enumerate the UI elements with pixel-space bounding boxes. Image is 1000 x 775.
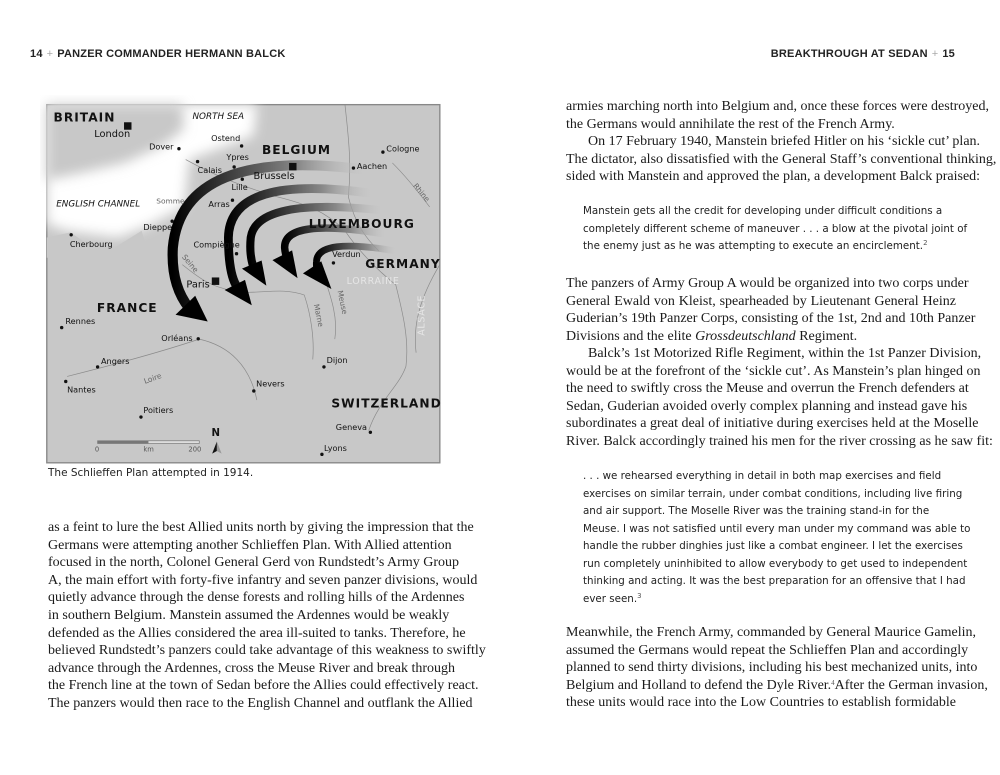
text-line: quietly advance through the dense forests and rolling hills of the Ardennes [48, 590, 465, 606]
text-segment: After the German invasion, [834, 677, 988, 693]
block-quote [583, 468, 970, 608]
text-segment: the enemy just as he was attempting to execute an encirclement. [583, 240, 924, 252]
label-dijon: Dijon [326, 354, 348, 365]
label-paris: Paris [186, 279, 210, 291]
text-line: the Germans would annihilate the rest of the French Army. [566, 116, 895, 132]
text-segment: Belgium and Holland to defend the Dyle River. [566, 677, 832, 693]
label-nevers: Nevers [256, 378, 285, 389]
text-segment: ever seen. [583, 592, 638, 605]
label-london: London [94, 129, 131, 141]
label-somme: Somme [156, 196, 185, 206]
label-north-sea: NORTH SEA [192, 111, 245, 122]
map-schlieffen-plan [40, 95, 450, 465]
text-line: Meuse. I was not satisfied until every man under my command was able to [583, 522, 971, 535]
label-compiegne: Compiègne [193, 239, 240, 250]
text-line: The dictator, also dissatisfied with the General Staff’s conventional thinking, [566, 151, 997, 167]
text-line: assumed the Germans would repeat the Schlieffen Plan and accordingly [566, 642, 969, 658]
label-loire: Loire [142, 371, 163, 386]
paragraph [566, 133, 997, 186]
text-line: The panzers would then race to the English Channel and outflank the Allied [48, 695, 473, 711]
label-alsace: ALSACE [416, 294, 428, 336]
label-meuse: Meuse [335, 289, 350, 316]
label-aachen: Aachen [356, 161, 388, 172]
text-line: exercises on similar terrain, under combat conditions, including live firing [583, 487, 963, 500]
text-line: River. Balck accordingly trained his men for the river crossing as he saw fit: [566, 433, 993, 449]
separator: + [46, 48, 54, 60]
page-number: 15 [942, 48, 955, 60]
text-line: the French line at the town of Sedan before the Allies could effectively react. [48, 678, 479, 694]
scale-end: 200 [188, 445, 202, 454]
label-switzerland: SWITZERLAND [331, 396, 442, 411]
text-line: and air support. The Moselle River was the training stand-in for the [583, 505, 930, 517]
label-rennes: Rennes [65, 316, 96, 327]
chapter-title: BREAKTHROUGH AT SEDAN [770, 48, 928, 60]
text-line: handle the rubber dinghies just like a combat engineer. I let the exercises [583, 540, 963, 552]
text-line: Meanwhile, the French Army, commanded by General Maurice Gamelin, [566, 625, 977, 640]
text-line: thinking and acting. It was the best preparation for an offensive that I had [583, 575, 966, 587]
label-lille: Lille [231, 182, 248, 193]
separator: + [931, 48, 939, 60]
scale-start: 0 [94, 445, 100, 454]
north-label: N [211, 428, 220, 440]
text-line [583, 591, 970, 609]
text-line: planned to send thirty divisions, including his best mechanized units, into [566, 660, 978, 676]
text-line: the need to swiftly cross the Meuse and overrun the French defenders at [566, 381, 969, 397]
label-calais: Calais [197, 165, 222, 176]
label-ypres: Ypres [226, 152, 249, 163]
text-line: armies marching north into Belgium and, once these forces were destroyed, [566, 99, 989, 114]
text-line [583, 238, 967, 256]
text-line: Sedan, Guderian avoided overly complex planning and instead gave his [566, 398, 968, 414]
running-header-left [30, 48, 286, 60]
text-line [566, 328, 956, 346]
left-paragraph [48, 519, 486, 713]
label-marne: Marne [311, 303, 326, 328]
text-line [566, 677, 988, 695]
label-cherbourg: Cherbourg [69, 238, 113, 249]
page-number: 14 [30, 48, 43, 60]
label-germany: GERMANY [365, 256, 441, 271]
text-line: completely different scheme of maneuver . . . a blow at the pivotal joint of [583, 222, 968, 235]
label-poitiers: Poitiers [143, 404, 174, 415]
label-rhine: Rhine [411, 181, 432, 204]
label-brussels: Brussels [253, 171, 295, 183]
text-segment: Grossdeutschland [695, 328, 796, 344]
text-line: focused in the north, Colonel General Gerd von Rundstedt’s Army Group [48, 555, 459, 571]
text-line: defended as the Allies considered the area ill-suited to tanks. Therefore, he [48, 625, 466, 641]
label-lyons: Lyons [323, 442, 347, 453]
text-line: believed Rundstedt’s panzers could take advantage of this weakness to swiftly [48, 643, 486, 659]
running-header-right [771, 48, 955, 60]
label-english-channel: ENGLISH CHANNEL [56, 199, 141, 210]
label-seine: Seine [180, 252, 201, 275]
label-verdun: Verdun [332, 249, 361, 260]
paragraph [566, 98, 989, 133]
text-line: Guderian’s 19th Panzer Corps, consisting of the 1st, 2nd and 10th Panzer [566, 311, 976, 327]
text-line: On 17 February 1940, Manstein briefed Hitler on his ‘sickle cut’ plan. [588, 134, 981, 149]
paragraph [566, 345, 993, 451]
text-line: Germans were attempting another Schlieffen Plan. With Allied attention [48, 537, 452, 553]
text-line: A, the main effort with forty-five infantry and seven panzer divisions, would [48, 572, 478, 588]
footnote-ref: 2 [923, 239, 928, 247]
text-line: Balck’s 1st Motorized Rifle Regiment, within the 1st Panzer Division, [588, 346, 982, 361]
label-arras: Arras [208, 198, 230, 209]
text-line: would be at the forefront of the ‘sickle cut’. As Manstein’s plan hinged on [566, 363, 981, 379]
label-france: FRANCE [96, 301, 158, 316]
label-luxembourg: LUXEMBOURG [308, 216, 415, 231]
label-belgium: BELGIUM [261, 143, 332, 158]
scale-unit: km [143, 445, 154, 454]
paragraph [566, 624, 988, 712]
text-segment: Divisions and the elite [566, 328, 696, 344]
text-line: . . . we rehearsed everything in detail in both map exercises and field [583, 470, 942, 482]
text-line: as a feint to lure the best Allied units north by giving the impression that the [48, 520, 474, 535]
text-line: these units would race into the Low Countries to establish formidable [566, 695, 956, 711]
text-line: The panzers of Army Group A would be organized into two corps under [566, 276, 969, 291]
label-dover: Dover [149, 141, 174, 152]
text-line: run completely uninhibited to allow everybody to get used to independent [583, 557, 968, 570]
label-angers: Angers [100, 355, 130, 366]
text-line: subordinates a great deal of initiative during exercises held at the Moselle [566, 416, 979, 432]
label-dieppe: Dieppe [143, 222, 173, 233]
block-quote [583, 203, 967, 256]
label-britain: BRITAIN [53, 110, 116, 125]
footnote-ref: 3 [637, 591, 642, 600]
book-title: PANZER COMMANDER HERMANN BALCK [57, 48, 286, 60]
label-orleans: Orléans [161, 333, 193, 344]
text-line: advance through the Ardennes, cross the Meuse River and break through [48, 660, 456, 676]
text-line: Manstein gets all the credit for developing under difficult conditions a [583, 205, 943, 217]
label-lorraine: LORRAINE [346, 275, 400, 287]
text-segment: Regiment. [795, 328, 858, 344]
label-cologne: Cologne [386, 143, 420, 154]
label-geneva: Geneva [335, 421, 368, 432]
footnote-ref: 4 [831, 678, 835, 687]
label-nantes: Nantes [67, 384, 96, 395]
text-line: in southern Belgium. Manstein assumed the Ardennes would be weakly [48, 607, 450, 623]
figure-caption: The Schlieffen Plan attempted in 1914. [48, 467, 254, 479]
text-line: General Ewald von Kleist, spearheaded by Lieutenant General Heinz [566, 293, 956, 309]
label-ostend: Ostend [211, 133, 241, 144]
text-line: sided with Manstein and approved the plan, a development Balck praised: [566, 169, 981, 185]
paragraph [566, 275, 976, 345]
